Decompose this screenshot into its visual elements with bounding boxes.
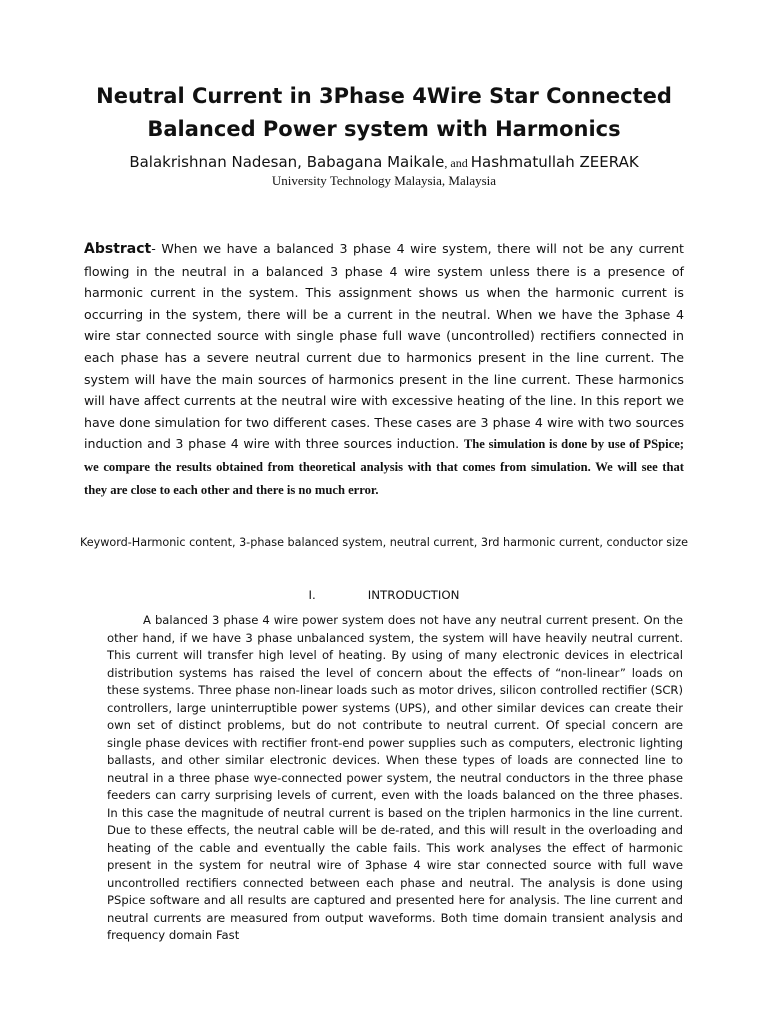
section-heading <box>0 586 768 604</box>
author-separator-1: , <box>297 153 307 171</box>
abstract <box>84 238 684 501</box>
section-title: INTRODUCTION <box>367 588 460 602</box>
affiliation: University Technology Malaysia, Malaysia <box>271 173 497 188</box>
keywords: Keyword-Harmonic content, 3-phase balanced system, neutral current, 3rd harmonic current, conductor size <box>79 536 688 549</box>
author-separator-2: , and <box>444 156 471 170</box>
paper-title <box>60 80 708 146</box>
author-1: Balakrishnan Nadesan <box>129 153 298 171</box>
title-line-1: Neutral Current in 3Phase 4Wire Star Connected <box>96 84 672 108</box>
author-3: Hashmatullah ZEERAK <box>470 153 639 171</box>
introduction-paragraph: A balanced 3 phase 4 wire power system does not have any neutral current present. On the other hand, if we have 3 phase unbalanced system, the system will have heavily neutral current. This current will transfer high level of heating. By using of many electronic devices in electrical distribution systems has raised the level of concern about the effects of “non-linear” loads on these systems. Three phase non-linear loads such as motor drives, silicon controlled rectifier (SCR) controllers, large uninterruptible power systems (UPS), and other similar devices can create their own set of distinct problems, but do not contribute to neutral current. Of special concern are single phase devices with rectifier front-end power supplies such as computers, electronic lighting ballasts, and other similar electronic devices. When these types of loads are connected line to neutral in a three phase wye-connected power system, the neutral conductors in the three phase feeders can carry surprising levels of current, even with the loads balanced on the three phases. In this case the magnitude of neutral current is based on the triplen harmonics in the line current. Due to these effects, the neutral cable will be de-rated, and this will result in the overloading and heating of the cable and eventually the cable fails. This work analyses the effect of harmonic present in the system for neutral wire of 3phase 4 wire star connected source with full wave uncontrolled rectifiers connected between each phase and neutral. The analysis is done using PSpice software and all results are captured and presented here for analysis. The line current and neutral currents are measured from output waveforms. Both time domain transient analysis and frequency domain Fast <box>107 613 683 942</box>
title-line-2: Balanced Power system with Harmonics <box>147 117 621 141</box>
abstract-text: - When we have a balanced 3 phase 4 wire system, there will not be any current flowing in the neutral in a balanced 3 phase 4 wire system unless there is a presence of harmonic current in the system. This assignment shows us when the harmonic current is occurring in the system, there will be a current in the neutral. When we have the 3phase 4 wire star connected source with single phase full wave (uncontrolled) rectifiers connected in each phase has a severe neutral current due to harmonics present in the line current. The system will have the main sources of harmonics present in the line current. These harmonics will have affect currents at the neutral wire with excessive heating of the line. In this report we have done simulation for two different cases. These cases are 3 phase 4 wire with two sources induction and 3 phase 4 wire with three sources induction. <box>84 241 684 452</box>
author-2: Babagana Maikale <box>306 153 445 171</box>
section-number: I. <box>308 588 316 602</box>
abstract-bold-text: The simulation is done by use of PSpice; we compare the results obtained from theoretical analysis with that comes from simulation. We will see that they are close to each other and there is no much error. <box>84 437 685 497</box>
abstract-label: Abstract <box>84 241 152 257</box>
author-list <box>60 151 708 174</box>
